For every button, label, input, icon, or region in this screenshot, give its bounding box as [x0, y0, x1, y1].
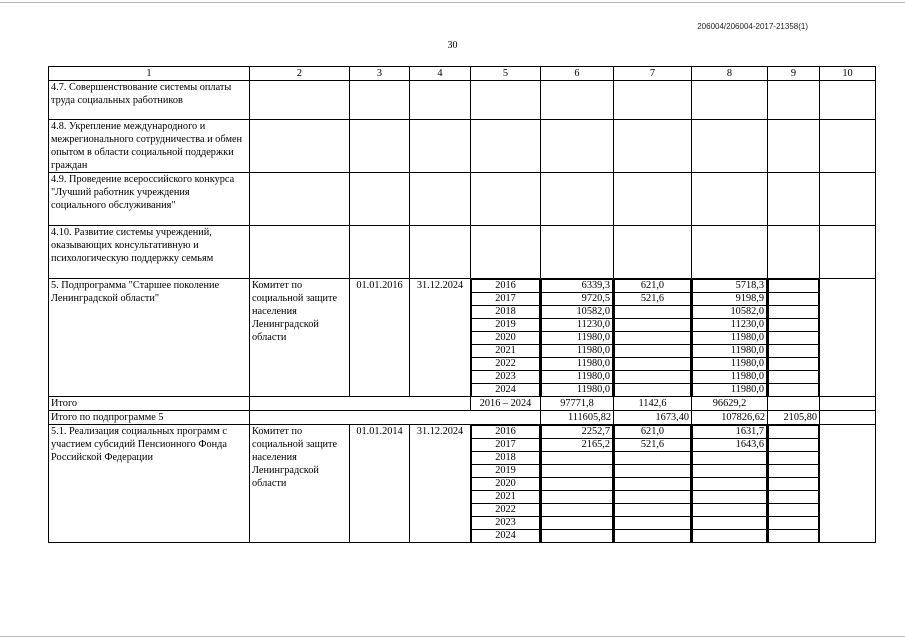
- itogo-sub5-label: Итого по подпрограмме 5: [49, 411, 250, 425]
- year-row: [472, 530, 540, 543]
- year-cell: [693, 452, 767, 465]
- row-title: 4.8. Укрепление международного и межрегионального сотрудничества и обмен опытом в области социальной поддержки граждан: [49, 120, 250, 173]
- year-row: [693, 306, 767, 319]
- year-row: [615, 332, 691, 345]
- year-cell: [542, 517, 613, 530]
- col-header: 9: [768, 67, 820, 81]
- year-cell: [769, 517, 819, 530]
- year-cell: [542, 530, 613, 543]
- year-row: [693, 491, 767, 504]
- year-row: [769, 478, 819, 491]
- end-date: 31.12.2024: [410, 425, 471, 543]
- year-cell: [615, 358, 691, 371]
- year-cell: [769, 345, 819, 358]
- year-row: [769, 491, 819, 504]
- year-row: [769, 517, 819, 530]
- year-cell: 2016: [472, 426, 540, 439]
- col9-list: [768, 279, 819, 396]
- year-cell: 11980,0: [542, 345, 613, 358]
- year-cell: 2020: [472, 478, 540, 491]
- year-cell: 9720,5: [542, 293, 613, 306]
- year-cell: [769, 426, 819, 439]
- year-row: [472, 293, 540, 306]
- year-cell: [769, 491, 819, 504]
- year-row: [472, 517, 540, 530]
- start-date: 01.01.2014: [350, 425, 410, 543]
- year-row: [615, 478, 691, 491]
- year-row: [693, 332, 767, 345]
- year-row: [769, 293, 819, 306]
- year-cell: 2019: [472, 319, 540, 332]
- year-cell: [769, 384, 819, 397]
- year-row: [693, 345, 767, 358]
- col8-list: [692, 279, 767, 396]
- itogo-sub5-col6: 111605,82: [541, 411, 614, 425]
- year-cell: [693, 491, 767, 504]
- year-cell: 2018: [472, 452, 540, 465]
- year-cell: [693, 530, 767, 543]
- years-list: [471, 425, 540, 542]
- year-row: [615, 358, 691, 371]
- year-cell: [542, 491, 613, 504]
- year-cell: 621,0: [615, 426, 691, 439]
- year-row: [769, 371, 819, 384]
- year-row: [542, 306, 613, 319]
- year-cell: 1643,6: [693, 439, 767, 452]
- year-row: [693, 319, 767, 332]
- itogo-col6: 97771,8: [541, 397, 614, 411]
- itogo-sub5-col7: 1673,40: [614, 411, 692, 425]
- table-row: [49, 173, 876, 226]
- col-header: 4: [410, 67, 471, 81]
- scan-edge-bottom: [0, 636, 905, 637]
- year-cell: [693, 465, 767, 478]
- year-row: [769, 345, 819, 358]
- year-cell: 11980,0: [693, 384, 767, 397]
- year-row: [472, 280, 540, 293]
- year-cell: 9198,9: [693, 293, 767, 306]
- year-row: [472, 319, 540, 332]
- executor: Комитет по социальной защите населения Ленинградской области: [250, 425, 350, 543]
- year-row: [472, 504, 540, 517]
- table-row: [49, 120, 876, 173]
- subprogram-5-1-row: [49, 425, 876, 543]
- year-row: [615, 426, 691, 439]
- col6-list: [541, 279, 613, 396]
- year-cell: 621,0: [615, 280, 691, 293]
- year-row: [542, 332, 613, 345]
- year-cell: [693, 478, 767, 491]
- year-row: [542, 426, 613, 439]
- year-row: [769, 465, 819, 478]
- document-id: 206004/206004-2017-21358(1): [697, 22, 808, 31]
- year-cell: 11980,0: [693, 358, 767, 371]
- year-cell: [769, 465, 819, 478]
- year-cell: [615, 384, 691, 397]
- year-cell: 11980,0: [542, 358, 613, 371]
- year-cell: [615, 332, 691, 345]
- year-cell: 5718,3: [693, 280, 767, 293]
- year-cell: [769, 504, 819, 517]
- itogo-row: [49, 397, 876, 411]
- year-row: [615, 345, 691, 358]
- year-row: [542, 280, 613, 293]
- year-row: [615, 517, 691, 530]
- year-row: [542, 371, 613, 384]
- year-row: [472, 384, 540, 397]
- row-title: 4.9. Проведение всероссийского конкурса "Лучший работник учреждения социального обслуживания": [49, 173, 250, 226]
- year-row: [472, 345, 540, 358]
- year-cell: 2017: [472, 293, 540, 306]
- subprogram-5-row: [49, 279, 876, 397]
- year-cell: 2016: [472, 280, 540, 293]
- year-row: [693, 426, 767, 439]
- year-cell: 11980,0: [693, 332, 767, 345]
- executor: Комитет по социальной защите населения Ленинградской области: [250, 279, 350, 397]
- year-cell: 2165,2: [542, 439, 613, 452]
- itogo-label: Итого: [49, 397, 250, 411]
- year-row: [615, 293, 691, 306]
- itogo-sub5-col8: 107826,62: [692, 411, 768, 425]
- year-row: [472, 371, 540, 384]
- year-row: [693, 358, 767, 371]
- itogo-col7: 1142,6: [614, 397, 692, 411]
- year-cell: 11230,0: [542, 319, 613, 332]
- year-row: [472, 332, 540, 345]
- subprogram-title: 5.1. Реализация социальных программ с участием субсидий Пенсионного Фонда Российской Федерации: [49, 425, 250, 543]
- year-cell: [542, 478, 613, 491]
- year-row: [615, 371, 691, 384]
- year-cell: [769, 530, 819, 543]
- col-header: 6: [541, 67, 614, 81]
- year-row: [769, 358, 819, 371]
- year-cell: [615, 465, 691, 478]
- year-row: [542, 504, 613, 517]
- year-row: [542, 384, 613, 397]
- year-cell: [769, 478, 819, 491]
- year-row: [615, 306, 691, 319]
- year-row: [615, 439, 691, 452]
- year-row: [769, 452, 819, 465]
- year-row: [693, 478, 767, 491]
- itogo-period: 2016 – 2024: [471, 397, 541, 411]
- year-cell: [769, 306, 819, 319]
- year-row: [542, 465, 613, 478]
- end-date: 31.12.2024: [410, 279, 471, 397]
- year-cell: 10582,0: [693, 306, 767, 319]
- col-header: 8: [692, 67, 768, 81]
- year-cell: [769, 332, 819, 345]
- col-header: 1: [49, 67, 250, 81]
- year-cell: 6339,3: [542, 280, 613, 293]
- year-cell: [615, 371, 691, 384]
- year-cell: [769, 452, 819, 465]
- col7-list: [614, 425, 691, 542]
- year-cell: 2024: [472, 384, 540, 397]
- year-row: [693, 439, 767, 452]
- year-row: [472, 306, 540, 319]
- col9-list: [768, 425, 819, 542]
- page-number: 30: [447, 40, 458, 51]
- year-row: [693, 384, 767, 397]
- year-row: [769, 319, 819, 332]
- table-row: [49, 226, 876, 279]
- itogo-col8: 96629,2: [692, 397, 768, 411]
- year-cell: [615, 504, 691, 517]
- year-row: [693, 280, 767, 293]
- year-row: [472, 439, 540, 452]
- year-cell: [693, 517, 767, 530]
- year-row: [542, 293, 613, 306]
- year-cell: 2024: [472, 530, 540, 543]
- col7-list: [614, 279, 691, 396]
- col-header: 2: [250, 67, 350, 81]
- year-cell: [769, 371, 819, 384]
- year-cell: 2020: [472, 332, 540, 345]
- year-row: [693, 504, 767, 517]
- year-row: [769, 504, 819, 517]
- year-cell: 10582,0: [542, 306, 613, 319]
- year-row: [693, 371, 767, 384]
- year-row: [472, 426, 540, 439]
- itogo-sub5-row: [49, 411, 876, 425]
- year-row: [693, 530, 767, 543]
- year-row: [542, 319, 613, 332]
- year-cell: 11980,0: [542, 384, 613, 397]
- year-cell: [769, 439, 819, 452]
- year-cell: [542, 465, 613, 478]
- year-cell: 2023: [472, 517, 540, 530]
- col6-list: [541, 425, 613, 542]
- year-cell: 2018: [472, 306, 540, 319]
- year-cell: [615, 517, 691, 530]
- year-cell: [769, 358, 819, 371]
- year-cell: 2023: [472, 371, 540, 384]
- year-cell: [615, 530, 691, 543]
- col-header: 10: [820, 67, 876, 81]
- scan-edge-top: [0, 2, 905, 3]
- col8-list: [692, 425, 767, 542]
- year-row: [769, 530, 819, 543]
- year-row: [472, 452, 540, 465]
- year-cell: [542, 504, 613, 517]
- table-row: [49, 81, 876, 120]
- year-row: [542, 345, 613, 358]
- year-row: [693, 465, 767, 478]
- year-row: [542, 452, 613, 465]
- year-cell: 11980,0: [542, 371, 613, 384]
- year-row: [769, 439, 819, 452]
- year-row: [769, 306, 819, 319]
- year-cell: [615, 306, 691, 319]
- year-row: [615, 504, 691, 517]
- row-title: 4.7. Совершенствование системы оплаты труда социальных работников: [49, 81, 250, 120]
- year-cell: [769, 280, 819, 293]
- year-row: [769, 426, 819, 439]
- year-row: [615, 465, 691, 478]
- year-cell: 521,6: [615, 293, 691, 306]
- year-row: [615, 280, 691, 293]
- col-header: 7: [614, 67, 692, 81]
- year-cell: [615, 478, 691, 491]
- year-row: [542, 517, 613, 530]
- year-row: [615, 452, 691, 465]
- year-cell: 11980,0: [693, 345, 767, 358]
- start-date: 01.01.2016: [350, 279, 410, 397]
- year-cell: [615, 345, 691, 358]
- year-row: [769, 384, 819, 397]
- year-cell: 11980,0: [542, 332, 613, 345]
- year-row: [542, 439, 613, 452]
- year-cell: 521,6: [615, 439, 691, 452]
- year-row: [542, 478, 613, 491]
- year-row: [693, 293, 767, 306]
- year-cell: 1631,7: [693, 426, 767, 439]
- year-row: [472, 465, 540, 478]
- year-row: [542, 530, 613, 543]
- year-cell: [615, 491, 691, 504]
- year-cell: 11980,0: [693, 371, 767, 384]
- year-row: [615, 319, 691, 332]
- year-cell: 2021: [472, 491, 540, 504]
- itogo-sub5-col9: 2105,80: [768, 411, 820, 425]
- column-number-row: [49, 67, 876, 81]
- year-row: [615, 491, 691, 504]
- year-cell: [769, 293, 819, 306]
- subprogram-title: 5. Подпрограмма "Старшее поколение Ленинградской области": [49, 279, 250, 397]
- year-row: [542, 491, 613, 504]
- year-row: [769, 280, 819, 293]
- year-cell: 2252,7: [542, 426, 613, 439]
- year-row: [615, 530, 691, 543]
- year-cell: [615, 452, 691, 465]
- year-row: [615, 384, 691, 397]
- year-row: [693, 452, 767, 465]
- year-row: [472, 358, 540, 371]
- col-header: 5: [471, 67, 541, 81]
- year-cell: [542, 452, 613, 465]
- year-row: [693, 517, 767, 530]
- year-cell: 11230,0: [693, 319, 767, 332]
- year-row: [769, 332, 819, 345]
- row-title: 4.10. Развитие системы учреждений, оказывающих консультативную и психологическую поддержку семьям: [49, 226, 250, 279]
- year-row: [472, 478, 540, 491]
- year-cell: [693, 504, 767, 517]
- year-cell: 2021: [472, 345, 540, 358]
- year-cell: [615, 319, 691, 332]
- year-cell: 2022: [472, 358, 540, 371]
- year-row: [542, 358, 613, 371]
- year-cell: 2022: [472, 504, 540, 517]
- col-header: 3: [350, 67, 410, 81]
- years-list: [471, 279, 540, 396]
- year-cell: [769, 319, 819, 332]
- year-cell: 2019: [472, 465, 540, 478]
- program-table: [48, 66, 876, 543]
- year-row: [472, 491, 540, 504]
- year-cell: 2017: [472, 439, 540, 452]
